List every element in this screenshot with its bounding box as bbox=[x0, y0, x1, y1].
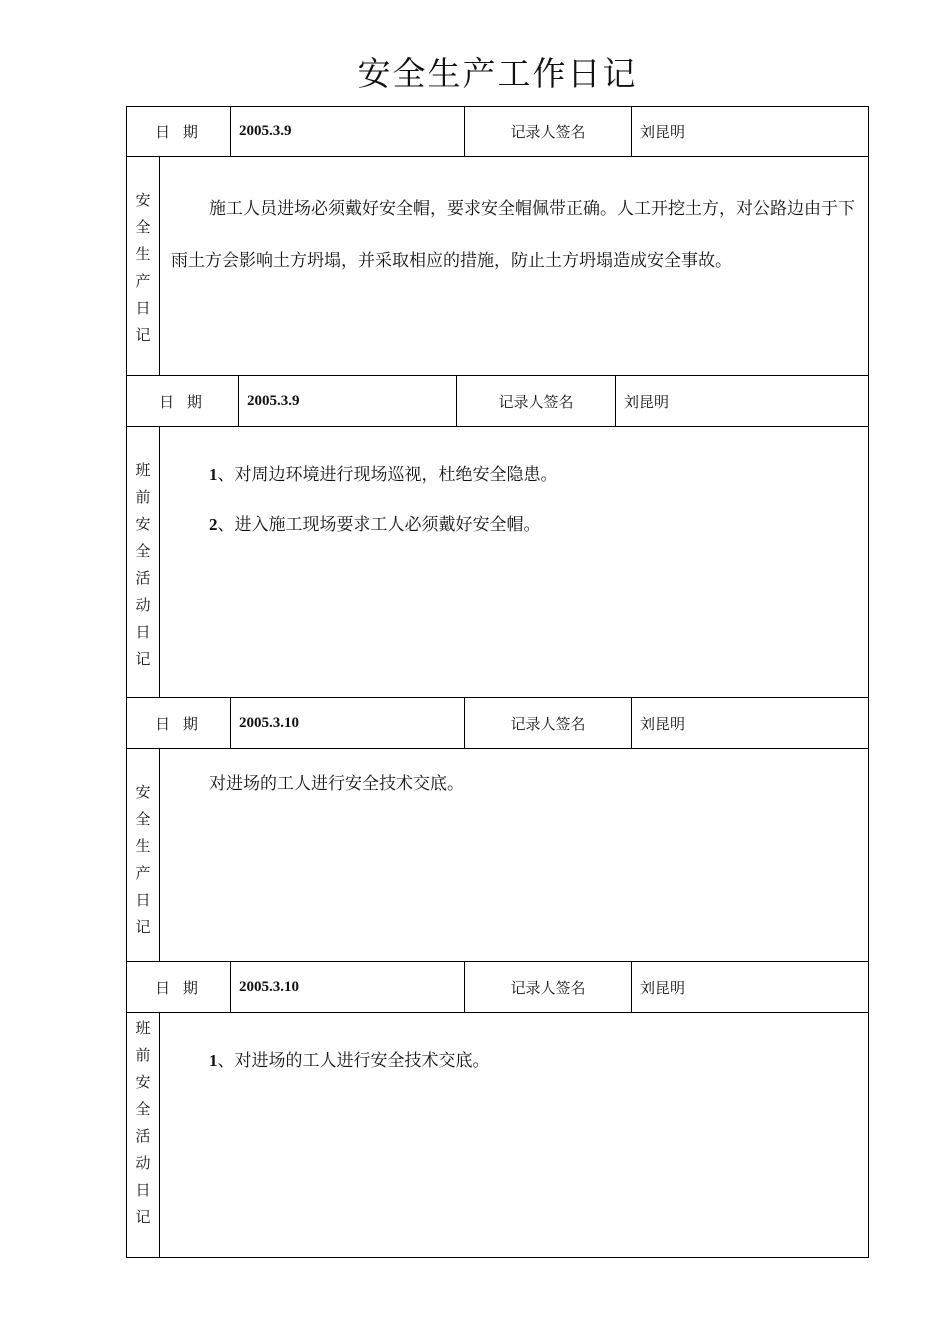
date-label: 日 期 bbox=[159, 392, 206, 411]
recorder-value: 刘昆明 bbox=[615, 376, 868, 426]
entry-header bbox=[126, 962, 869, 1013]
date-label: 日 期 bbox=[155, 978, 202, 997]
side-label: 班 前 安 全 活 动 日 记 bbox=[127, 1013, 160, 1257]
recorder-value: 刘昆明 bbox=[631, 698, 868, 748]
recorder-label: 记录人签名 bbox=[456, 376, 615, 426]
date-label: 日 期 bbox=[155, 123, 202, 141]
recorder-value: 刘昆明 bbox=[631, 107, 868, 156]
entry-content bbox=[161, 1013, 868, 1086]
side-label: 安 全 生 产 日 记 bbox=[127, 749, 160, 961]
entry-header bbox=[126, 698, 869, 749]
recorder-value: 刘昆明 bbox=[631, 962, 868, 1012]
entry-paragraph: 对进场的工人进行安全技术交底。 bbox=[209, 774, 464, 794]
recorder-label: 记录人签名 bbox=[464, 107, 631, 156]
date-value: 2005.3.9 bbox=[230, 107, 464, 156]
entry-content bbox=[161, 427, 868, 550]
page-title: 安全生产工作日记 bbox=[357, 54, 638, 93]
entry-content bbox=[161, 157, 868, 287]
entry-body bbox=[126, 749, 869, 962]
list-item: 2、进入施工现场要求工人必须戴好安全帽。 bbox=[209, 515, 541, 535]
entry-header bbox=[126, 376, 869, 427]
side-label: 安 全 生 产 日 记 bbox=[127, 157, 160, 375]
entry-paragraph: 施工人员进场必须戴好安全帽，要求安全帽佩带正确。人工开挖土方，对公路边由于下雨土方会影响土方坍塌，并采取相应的措施，防止土方坍塌造成安全事故。 bbox=[171, 199, 855, 271]
diary-table bbox=[126, 106, 869, 1258]
recorder-label: 记录人签名 bbox=[464, 698, 631, 748]
date-value: 2005.3.10 bbox=[230, 698, 464, 748]
entry-body bbox=[126, 1013, 869, 1258]
entry-body bbox=[126, 157, 869, 376]
list-item: 1、对周边环境进行现场巡视，杜绝安全隐患。 bbox=[209, 465, 558, 485]
date-label: 日 期 bbox=[155, 714, 202, 733]
date-value: 2005.3.9 bbox=[238, 376, 456, 426]
date-value: 2005.3.10 bbox=[230, 962, 464, 1012]
recorder-label: 记录人签名 bbox=[464, 962, 631, 1012]
entry-content bbox=[161, 749, 868, 797]
list-item: 1、对进场的工人进行安全技术交底。 bbox=[209, 1051, 490, 1071]
side-label: 班 前 安 全 活 动 日 记 bbox=[127, 427, 160, 697]
entry-header bbox=[126, 106, 869, 157]
entry-body bbox=[126, 427, 869, 698]
